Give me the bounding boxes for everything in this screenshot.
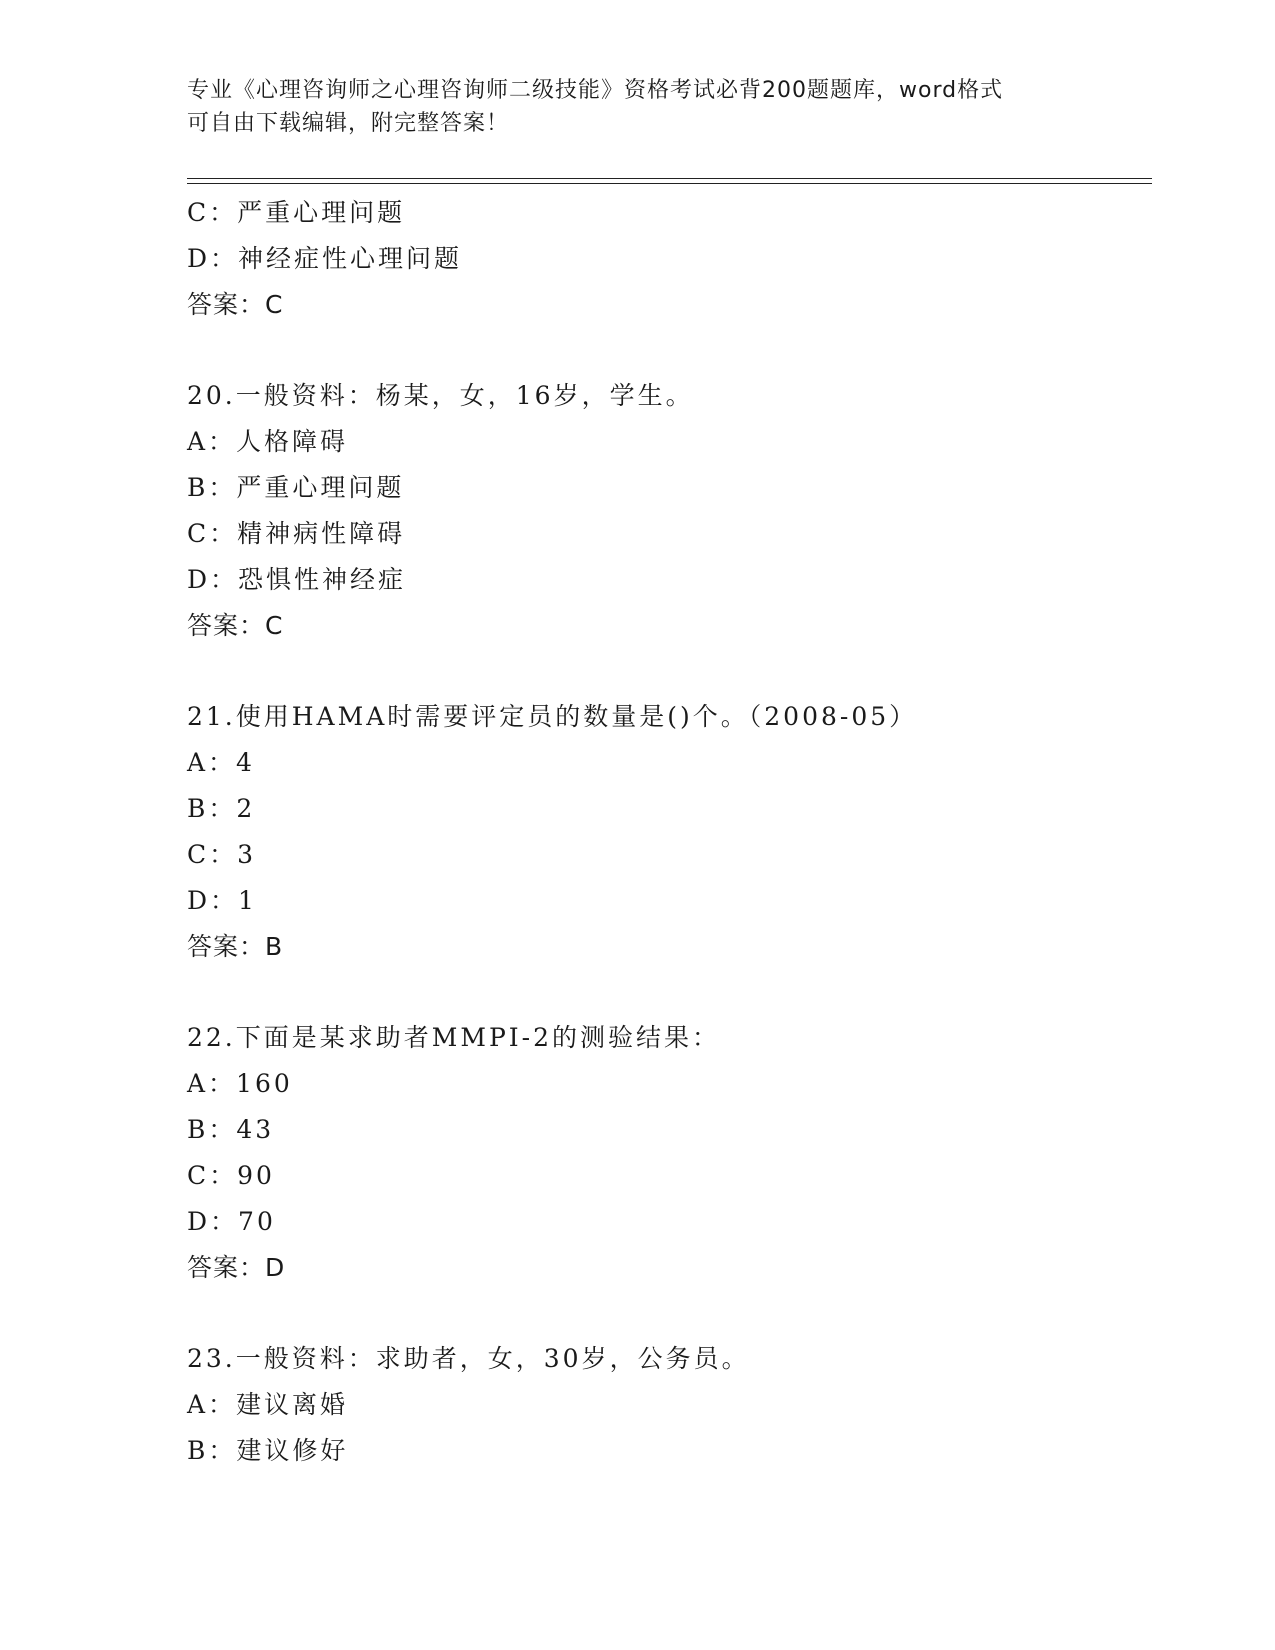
option-a: A：4 [187,748,255,777]
option-d: D：1 [187,886,257,915]
question-block-21 [187,694,1147,970]
document-header [187,74,1087,140]
option-a: A：人格障碍 [187,427,349,456]
option-b: B：43 [187,1115,275,1144]
option-b: B：严重心理问题 [187,473,405,502]
header-line-2: 可自由下载编辑，附完整答案！ [187,111,510,136]
question-list [187,190,1147,1474]
header-line-1: 专业《心理咨询师之心理咨询师二级技能》资格考试必背200题题库，word格式 [187,78,1004,103]
question-block-23 [187,1336,1147,1474]
answer: 答案：D [187,1253,286,1282]
question-block-19 [187,190,1147,328]
header-rule-bottom [187,183,1152,184]
option-a: A：160 [187,1069,293,1098]
question-block-20 [187,373,1147,649]
question-text: 20.一般资料：杨某，女，16岁，学生。 [187,381,694,410]
option-c: C：3 [187,840,257,869]
answer: 答案：B [187,932,284,961]
option-b: B：2 [187,794,256,823]
question-block-22 [187,1015,1147,1291]
option-c: C：90 [187,1161,275,1190]
question-text: 22.下面是某求助者MMPI-2的测验结果： [187,1023,721,1052]
header-rule-top [187,178,1152,179]
option-c: C：严重心理问题 [187,198,406,227]
option-c: C：精神病性障碍 [187,519,406,548]
option-d: D：70 [187,1207,276,1236]
answer: 答案：C [187,290,284,319]
answer: 答案：C [187,611,284,640]
option-d: D：恐惧性神经症 [187,565,407,594]
option-d: D：神经症性心理问题 [187,244,463,273]
option-b: B：建议修好 [187,1436,349,1465]
question-text: 21.使用HAMA时需要评定员的数量是()个。（2008-05） [187,702,918,731]
question-text: 23.一般资料：求助者，女，30岁，公务员。 [187,1344,750,1373]
option-a: A：建议离婚 [187,1390,349,1419]
